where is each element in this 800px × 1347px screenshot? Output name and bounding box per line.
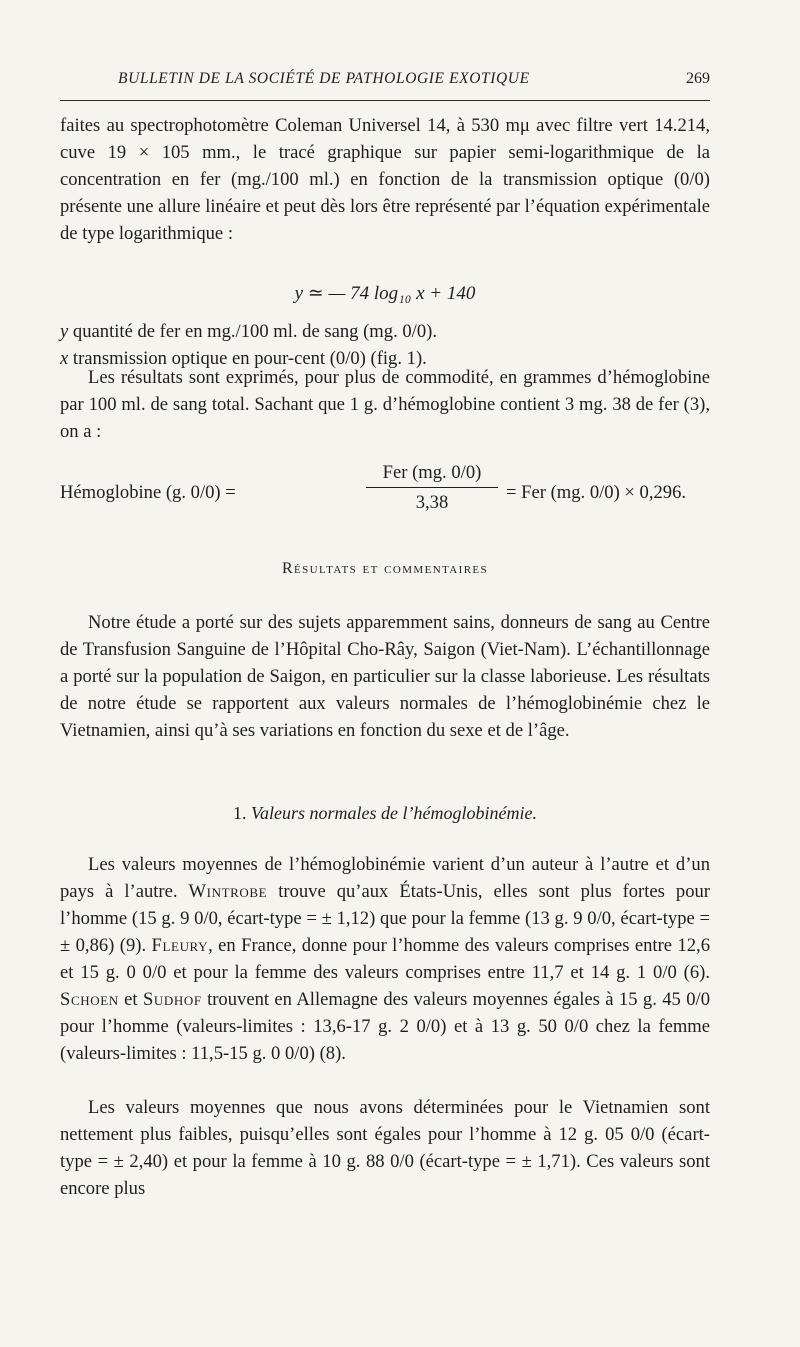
running-title: BULLETIN DE LA SOCIÉTÉ DE PATHOLOGIE EXOTIQUE [118, 70, 530, 87]
hemoglobin-formula [60, 462, 710, 532]
subsection-title [60, 803, 710, 824]
formula-fraction [362, 462, 502, 514]
definition-y-text: quantité de fer en mg./100 ml. de sang (mg. 0/0). [72, 321, 437, 342]
final-paragraph: Les valeurs moyennes que nous avons déterminées pour le Vietnamien sont nettement plus faibles, puisqu’elles sont égales pour l’homme à 12 g. 05 0/0 (écart-type = ± 2,40) et pour la femme à 10 g. 88 0/0 (écart-type = ± 1,71). Ces valeurs sont encore plus [60, 1097, 710, 1199]
definition-y [60, 318, 710, 345]
values-text-3: , en France, donne pour l’homme des valeurs comprises entre 12,6 et 15 g. 0 0/0 et pour la femme des valeurs comprises entre 11,7 et 14 g. 1 0/0 (6). [60, 935, 710, 983]
values-paragraph [60, 851, 710, 1067]
section-title: Résultats et commentaires [281, 560, 489, 577]
values-text-2: trouve qu’aux États-Unis, elles sont plus fortes pour l’homme (15 g. 9 0/0, écart-type = ± 1,12) que pour la femme (13 g. 9 0/0, écart-type = ± 0,86) (9). [60, 881, 710, 956]
running-head [60, 70, 710, 101]
values-text-5: trouvent en Allemagne des valeurs moyennes égales à 15 g. 45 0/0 pour l’homme (valeurs-limites : 13,6-17 g. 2 0/0) et à 13 g. 50 0/0 chez la femme (valeurs-limites : 11,5-15 g. 0 0/0) (8). [60, 989, 710, 1064]
results-paragraph: Les résultats sont exprimés, pour plus de commodité, en grammes d’hémoglobine par 100 ml. de sang total. Sachant que 1 g. d’hémoglobine contient 3 mg. 38 de fer (3), on a : [60, 367, 710, 442]
results-paragraph-block [60, 364, 710, 445]
intro-paragraph: faites au spectrophotomètre Coleman Universel 14, à 530 mμ avec filtre vert 14.214, cuve 19 × 105 mm., le tracé graphique sur papier semi-logarithmique de la concentration en fer (mg./100 ml.) en fonction de la transmission optique (0/0) présente une allure linéaire et peut dès lors être représenté par l’équation expérimentale de type logarithmique : [60, 115, 710, 244]
subsection-heading: Valeurs normales de l’hémoglobinémie. [251, 803, 537, 823]
study-paragraph-block [60, 609, 710, 744]
intro-paragraph-block [60, 112, 710, 247]
values-paragraph-block [60, 851, 710, 1067]
values-text-4: et [118, 989, 143, 1010]
page-number: 269 [686, 70, 710, 87]
values-text-1: Les valeurs moyennes de l’hémoglobinémie varient d’un auteur à l’autre et d’un pays à l’autre. [60, 854, 710, 902]
formula-numerator: Fer (mg. 0/0) [382, 462, 482, 483]
formula-denominator: 3,38 [415, 492, 449, 513]
final-paragraph-block [60, 1094, 710, 1202]
formula-left: Hémoglobine (g. 0/0) = [60, 482, 236, 503]
definition-x-text: transmission optique en pour-cent (0/0) (fig. 1). [72, 348, 427, 369]
author-sudhof: Sudhof [142, 989, 202, 1010]
author-schoen: Schoen [60, 989, 119, 1010]
author-wintrobe: Wintrobe [188, 881, 268, 902]
formula-right: = Fer (mg. 0/0) × 0,296. [506, 482, 687, 503]
logarithmic-equation: y ≃ — 74 log₁₀ x + 140 [294, 283, 476, 304]
study-paragraph: Notre étude a porté sur des sujets apparemment sains, donneurs de sang au Centre de Transfusion Sanguine de l’Hôpital Cho-Rây, Saigon (Viet-Nam). L’échantillonnage a porté sur la population de Saigon, en particulier sur la classe laborieuse. Les résultats de notre étude se rapportent aux valeurs normales de l’hémoglobinémie chez le Vietnamien, ainsi qu’à ses variations en fonction du sexe et de l’âge. [60, 612, 710, 741]
definition-x-variable: x [60, 348, 69, 369]
definition-y-variable: y [60, 321, 69, 342]
author-fleury: Fleury [151, 935, 209, 956]
subsection-number: 1. [233, 803, 247, 823]
